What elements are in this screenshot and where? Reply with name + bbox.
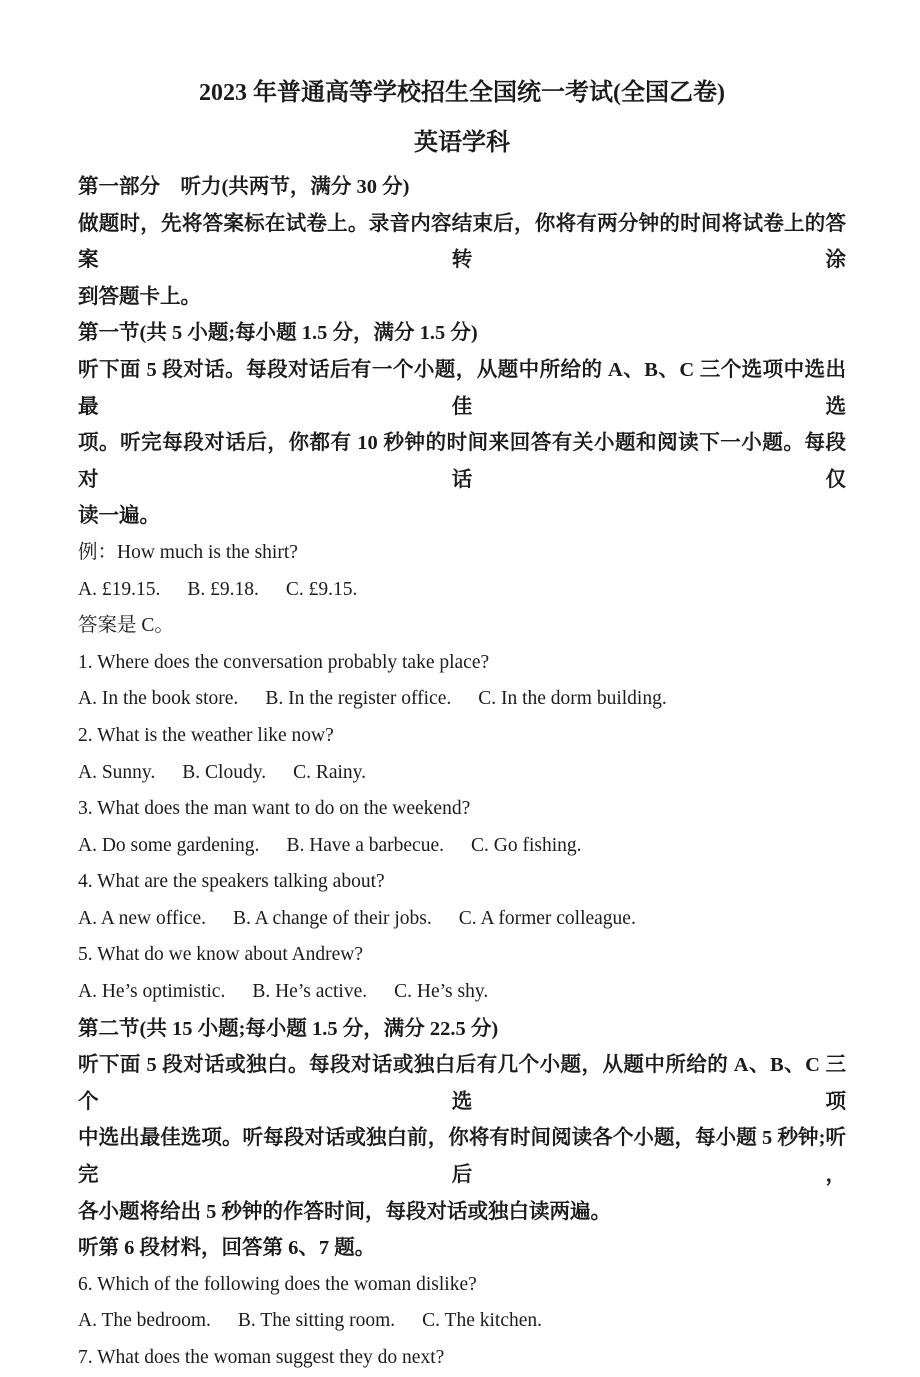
options-row [78, 681, 846, 718]
option: C. £9.15. [285, 578, 358, 600]
question-text: 5. What do we know about Andrew? [78, 944, 364, 966]
option: B. A change of their jobs. [233, 907, 432, 929]
option: A. In the book store. [78, 688, 239, 710]
paragraph-line: 做题时，先将答案标在试卷上。录音内容结束后，你将有两分钟的时间将试卷上的答案转涂 [78, 212, 846, 272]
paragraph-line: 项。听完每段对话后，你都有 10 秒钟的时间来回答有关小题和阅读下一小题。每段对话仅 [78, 432, 846, 491]
option: A. He’s optimistic. [78, 981, 226, 1003]
options-row [78, 755, 846, 792]
option: C. The kitchen. [422, 1310, 543, 1332]
section-heading: 第二节(共 15 小题;每小题 1.5 分，满分 22.5 分) [78, 1017, 499, 1040]
section-heading: 第一节(共 5 小题;每小题 1.5 分，满分 1.5 分) [78, 322, 478, 345]
options-row [78, 974, 846, 1011]
paragraph-line: 各小题将给出 5 秒钟的作答时间，每段对话或独白读两遍。 [78, 1200, 611, 1223]
question-text: 3. What does the man want to do on the weekend? [78, 798, 471, 820]
section-heading: 听第 6 段材料，回答第 6、7 题。 [78, 1237, 376, 1260]
paragraph-line: 听下面 5 段对话。每段对话后有一个小题，从题中所给的 A、B、C 三个选项中选出最佳选 [78, 358, 846, 418]
option: C. In the dorm building. [478, 688, 667, 710]
option: B. Have a barbecue. [286, 834, 444, 856]
option: B. He’s active. [252, 981, 368, 1003]
options-row [78, 572, 846, 609]
options-row [78, 901, 846, 938]
example-line: 答案是 C。 [78, 615, 174, 637]
paragraph-line: 到答题卡上。 [78, 285, 201, 308]
option: C. He’s shy. [394, 981, 489, 1003]
doc-body [78, 169, 846, 1377]
option: B. The sitting room. [237, 1310, 396, 1332]
question-text: 1. Where does the conversation probably take place? [78, 651, 490, 673]
option: C. Go fishing. [470, 834, 582, 856]
options-row [78, 828, 846, 865]
question-text: 2. What is the weather like now? [78, 724, 334, 746]
option: C. Rainy. [293, 761, 367, 783]
question-text: 7. What does the woman suggest they do next? [78, 1347, 445, 1368]
doc-title: 2023 年普通高等学校招生全国统一考试(全国乙卷) [199, 80, 725, 106]
option: A. Do some gardening. [78, 834, 260, 856]
option: B. Cloudy. [182, 761, 267, 783]
example-line: 例：How much is the shirt? [78, 541, 298, 563]
option: B. In the register office. [265, 688, 452, 710]
paragraph-line: 听下面 5 段对话或独白。每段对话或独白后有几个小题，从题中所给的 A、B、C 三个选项 [78, 1054, 846, 1113]
option: A. £19.15. [78, 578, 161, 600]
paragraph-line: 中选出最佳选项。听每段对话或独白前，你将有时间阅读各个小题，每小题 5 秒钟;听完后， [78, 1127, 846, 1187]
option: C. A former colleague. [458, 907, 636, 929]
option: A. A new office. [78, 907, 206, 929]
section-heading: 第一部分 听力(共两节，满分 30 分) [78, 176, 410, 198]
question-text: 6. Which of the following does the woman dislike? [78, 1273, 477, 1295]
option: A. Sunny. [78, 761, 156, 783]
question-text: 4. What are the speakers talking about? [78, 871, 385, 893]
option: A. The bedroom. [78, 1310, 211, 1332]
options-row [78, 1303, 846, 1340]
option: B. £9.18. [187, 578, 259, 600]
doc-subtitle: 英语学科 [414, 130, 510, 156]
paragraph-line: 读一遍。 [78, 505, 160, 528]
